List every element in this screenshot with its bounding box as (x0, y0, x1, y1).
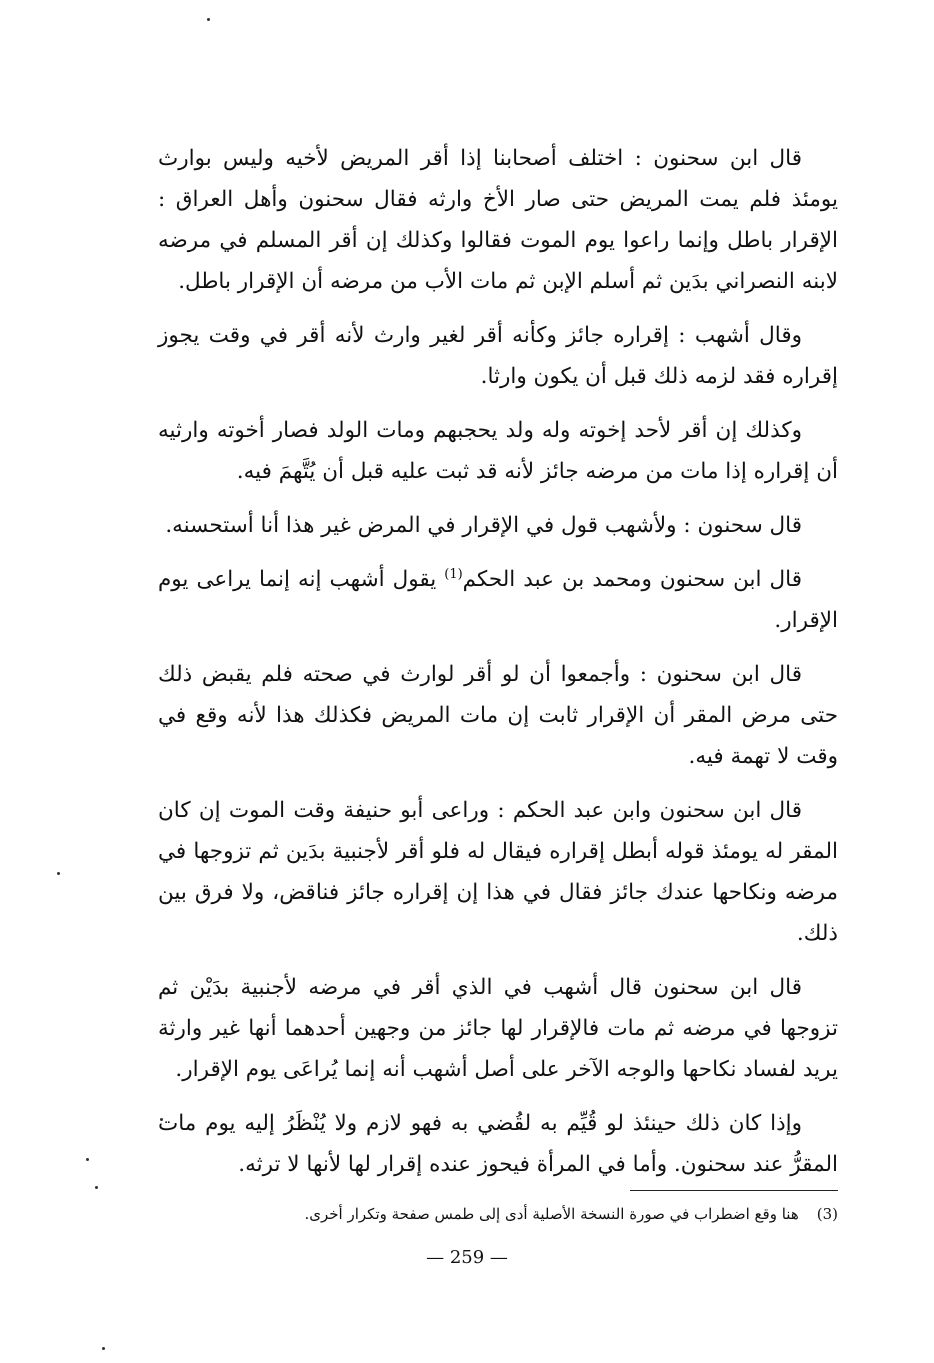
paragraph: قال ابن سحنون : وأجمعوا أن لو أقر لوارث في صحته فلم يقبض ذلك حتى مرض المقر أن الإقرار ثابت إن مات المريض فكذلك هذا لأنه وقع في وقت لا تهمة فيه. (158, 662, 838, 769)
footnote (200, 1200, 838, 1228)
footnote-mark: (3) (816, 1205, 838, 1223)
page-number: — 259 — (426, 1247, 508, 1268)
paragraph: قال ابن سحنون وابن عبد الحكم : وراعى أبو حنيفة وقت الموت إن كان المقر له يومئذ قوله أبطل إقراره فيقال له فلو أقر لأجنبية بدَين ثم تزوجها في مرضه ونكاحها عندك جائز فقال في هذا إن إقراره جائز فناقض، ولا فرق بين ذلك. (158, 798, 838, 946)
footnote-divider (630, 1190, 838, 1191)
paragraph (158, 559, 838, 641)
scan-speck (86, 1158, 89, 1161)
footnote-text: هنا وقع اضطراب في صورة النسخة الأصلية أدى إلى طمس صفحة وتكرار أخرى. (304, 1205, 799, 1223)
paragraph: وكذلك إن أقر لأحد إخوته وله ولد يحجبهم ومات الولد فصار أخوته وارثيه أن إقراره إذا مات من مرضه جائز لأنه قد ثبت عليه قبل أن يُتَّهمَ فيه. (158, 418, 838, 484)
scan-speck (95, 1186, 98, 1189)
scan-speck (207, 18, 210, 21)
scan-speck (57, 872, 60, 875)
paragraph: قال سحنون : ولأشهب قول في الإقرار في المرض غير هذا أنا أستحسنه. (165, 513, 802, 538)
paragraph-text: يقول أشهب إنه إنما يراعى يوم الإقرار. (158, 567, 838, 633)
paragraph: قال ابن سحنون : اختلف أصحابنا إذا أقر المريض لأخيه وليس بوارث يومئذ فلم يمت المريض حتى صار الأخ وارثه فقال سحنون وأهل العراق : الإقرار باطل وإنما راعوا يوم الموت فقالوا وكذلك إن أقر المسلم في مرضه لابنه النصراني بدَين ثم أسلم الإبن ثم مات الأب من مرضه أن الإقرار باطل. (158, 146, 838, 294)
scan-speck (102, 1347, 105, 1350)
body-text (158, 138, 838, 1198)
paragraph: وقال أشهب : إقراره جائز وكأنه أقر لغير وارث لأنه أقر في وقت يجوز إقراره فقد لزمه ذلك قبل أن يكون وارثا. (158, 323, 838, 389)
paragraph: وإذا كان ذلك حينئذ لو قُيِّم به لقُضي به فهو لازم ولا يُنْظَرُ إليه يوم مات المقرُّ عند سحنون. وأما في المرأة فيحوز عنده إقرار لها لأنها لا ترثه. (158, 1111, 838, 1177)
paragraph-text: قال ابن سحنون ومحمد بن عبد الحكم (462, 567, 802, 592)
footnote-reference: (1) (444, 566, 463, 582)
paragraph: قال ابن سحنون قال أشهب في الذي أقر في مرضه لأجنبية بدَيْن ثم تزوجها في مرضه ثم مات فالإقرار لها جائز من وجهين أحدهما أنها غير وارثة يريد لفساد نكاحها والوجه الآخر على أصل أشهب أنه إنما يُراعَى يوم الإقرار. (158, 975, 838, 1082)
